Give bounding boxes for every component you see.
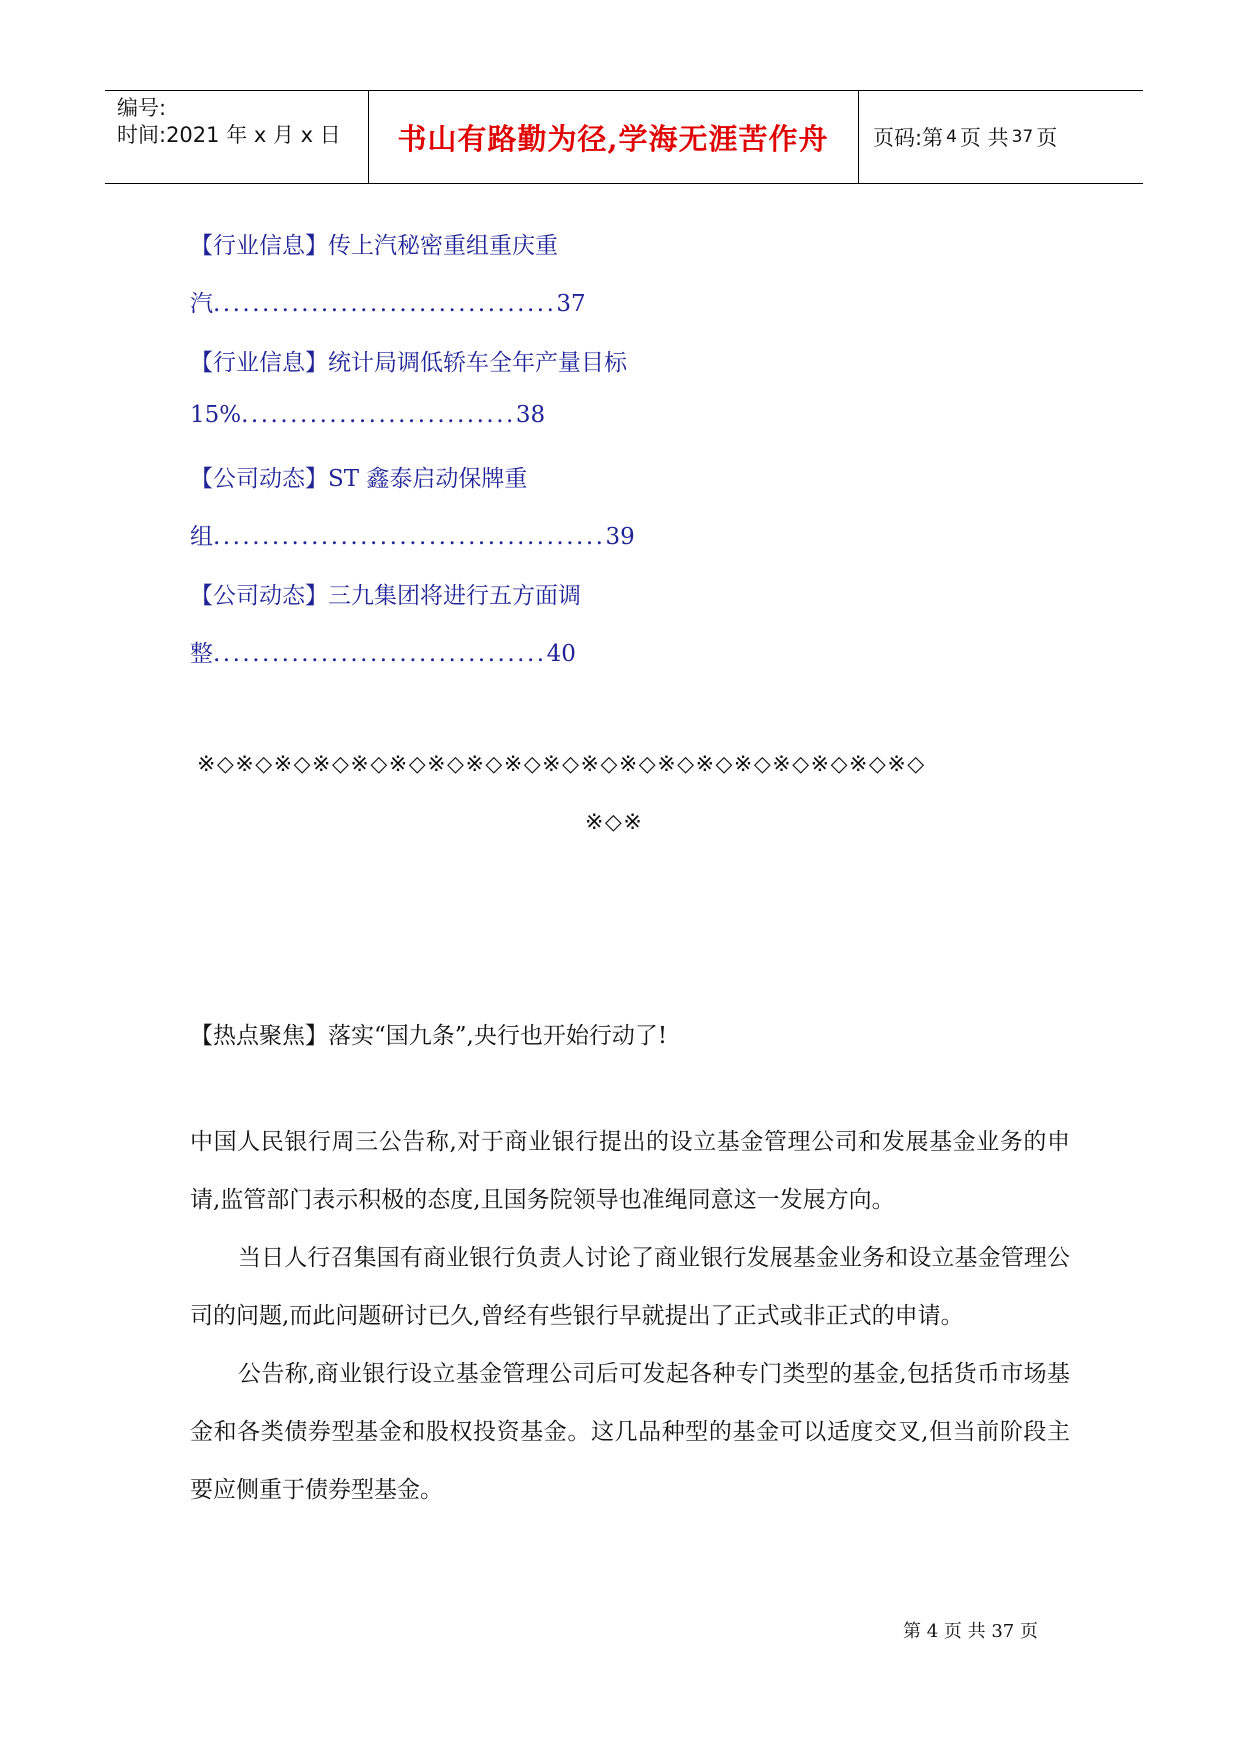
article-paragraph: 当日人行召集国有商业银行负责人讨论了商业银行发展基金业务和设立基金管理公司的问题,而此问题研讨已久,曾经有些银行早就提出了正式或非正式的申请。 bbox=[190, 1245, 1070, 1329]
article-body bbox=[190, 1113, 1070, 1519]
article-title: 【热点聚焦】落实“国九条”,央行也开始行动了! bbox=[190, 1023, 668, 1049]
toc-entry-tail: 15% bbox=[190, 402, 242, 428]
header-page-info bbox=[873, 91, 1057, 183]
toc-entry-page: 37 bbox=[556, 291, 586, 317]
header-meta bbox=[117, 95, 341, 149]
toc-entry-page: 38 bbox=[515, 402, 546, 428]
page-suffix: 页 bbox=[1036, 126, 1058, 150]
header-motto: 书山有路勤为径,学海无涯苦作舟 bbox=[397, 121, 829, 156]
toc-entry-page: 40 bbox=[546, 641, 576, 667]
page-current: 4 bbox=[946, 127, 957, 147]
toc-entry-tail: 整 bbox=[190, 641, 213, 667]
toc-leader-dots: ........................................ bbox=[213, 524, 606, 550]
header-divider bbox=[858, 91, 859, 183]
toc-entry-title[interactable]: 【行业信息】统计局调低轿车全年产量目标 bbox=[190, 350, 627, 376]
page-prefix: 页码:第 bbox=[873, 126, 944, 150]
toc-entry-title[interactable]: 【公司动态】三九集团将进行五方面调 bbox=[190, 583, 581, 609]
toc-leader-dots: .................................. bbox=[213, 641, 547, 667]
toc-entry-page-line[interactable] bbox=[190, 285, 586, 318]
page-header bbox=[105, 90, 1143, 184]
toc-entry-title[interactable]: 【公司动态】ST 鑫泰启动保牌重 bbox=[190, 466, 528, 492]
toc-entry-title[interactable]: 【行业信息】传上汽秘密重组重庆重 bbox=[190, 233, 558, 259]
document-number-label: 编号: bbox=[117, 96, 167, 120]
toc-entry-page-line[interactable] bbox=[190, 518, 635, 551]
toc-leader-dots: ............................ bbox=[241, 402, 516, 428]
toc-leader-dots: ................................... bbox=[213, 291, 557, 317]
article-paragraph: 公告称,商业银行设立基金管理公司后可发起各种专门类型的基金,包括货币市场基金和各类债券型基金和股权投资基金。这几品种型的基金可以适度交叉,但当前阶段主要应侧重于债券型基金。 bbox=[190, 1361, 1070, 1503]
toc-entry-tail: 组 bbox=[190, 524, 213, 550]
toc-entry-tail: 汽 bbox=[190, 291, 213, 317]
page-footer: 第 4 页 共 37 页 bbox=[903, 1621, 1038, 1642]
page-mid: 页 共 bbox=[959, 126, 1009, 150]
toc-entry-page-line[interactable] bbox=[190, 402, 545, 428]
ornament-separator-end: ※◇※ bbox=[585, 810, 644, 835]
toc-entry-page-line[interactable] bbox=[190, 635, 576, 668]
article-paragraph: 中国人民银行周三公告称,对于商业银行提出的设立基金管理公司和发展基金业务的申请,监管部门表示积极的态度,且国务院领导也准绳同意这一发展方向。 bbox=[190, 1129, 1070, 1213]
document-time-label: 时间:2021 年 x 月 x 日 bbox=[117, 123, 341, 147]
ornament-separator: ※◇※◇※◇※◇※◇※◇※◇※◇※◇※◇※◇※◇※◇※◇※◇※◇※◇※◇※◇ bbox=[197, 752, 926, 777]
toc-entry-page: 39 bbox=[605, 524, 635, 550]
page-total: 37 bbox=[1011, 127, 1034, 147]
